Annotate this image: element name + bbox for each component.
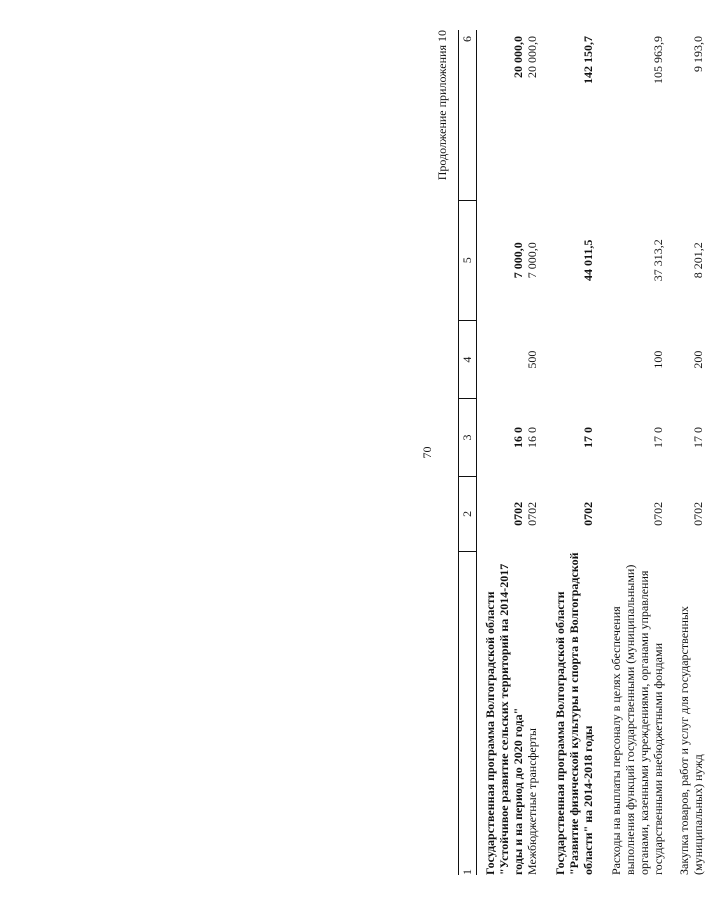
row-target: 16 0	[525, 426, 539, 448]
row-target: 17 0	[691, 426, 705, 448]
row-value-6: 142 150,7	[581, 36, 595, 84]
row-value-5: 44 011,5	[581, 239, 595, 281]
page-number: 70	[420, 446, 434, 459]
row-value-5: 37 313,2	[651, 239, 665, 282]
row-expense-type: 200	[691, 350, 705, 369]
row-value-5: 8 201,2	[691, 242, 705, 279]
row-section: 0702	[691, 501, 705, 526]
column-header-5: 5	[459, 200, 477, 320]
column-header-3: 3	[459, 399, 477, 476]
row-expense-type	[539, 320, 595, 398]
row-name: Межбюджетные трансферты	[525, 728, 539, 875]
row-expense-type	[477, 320, 526, 398]
continuation-label: Продолжение приложения 10	[435, 30, 449, 181]
row-name: Государственная программа Волгоградской области "Устойчивое развитие сельских территорий на 2014-2017 годы и на период до 2020 года"	[483, 563, 525, 875]
table-row-personnel-expenses	[595, 30, 665, 875]
table-row-sport-program	[539, 30, 595, 875]
row-target: 17 0	[581, 426, 595, 448]
row-section: 0702	[511, 501, 525, 526]
row-value-6: 9 193,0	[691, 36, 705, 72]
row-target: 17 0	[651, 426, 665, 448]
row-value-6: 105 963,9	[651, 36, 665, 84]
row-expense-type: 100	[651, 350, 665, 369]
column-header-6: 6	[459, 30, 477, 200]
row-section: 0702	[651, 501, 665, 526]
row-section: 0702	[525, 501, 539, 526]
row-value-5: 7 000,0	[511, 242, 525, 279]
table-row-procurement	[665, 30, 705, 875]
table-row-transfers	[525, 30, 539, 875]
column-header-2: 2	[459, 476, 477, 552]
row-value-6: 20 000,0	[511, 36, 525, 78]
row-expense-type: 500	[525, 350, 539, 369]
table-header-row	[459, 30, 477, 875]
column-header-1: 1	[459, 552, 477, 875]
row-name: Закупка товаров, работ и услуг для государственных (муниципальных) нужд	[677, 606, 705, 875]
row-value-6: 20 000,0	[525, 36, 539, 78]
rotated-content	[30, 30, 705, 875]
table-row-rural-program	[477, 30, 526, 875]
row-value-5: 7 000,0	[525, 242, 539, 279]
row-name: Расходы на выплаты персоналу в целях обеспечения выполнения функций государственными (муниципальными) органами, казенными учреждениями, органами управления государственными внебюджетными фондами	[609, 564, 665, 875]
column-header-4: 4	[459, 320, 477, 398]
budget-table	[458, 30, 705, 875]
row-target: 16 0	[511, 426, 525, 448]
row-section: 0702	[581, 501, 595, 526]
row-name: Государственная программа Волгоградской области "Развитие физической культуры и спорта в Волгоградской области" на 2014-2018 годы	[553, 552, 595, 875]
